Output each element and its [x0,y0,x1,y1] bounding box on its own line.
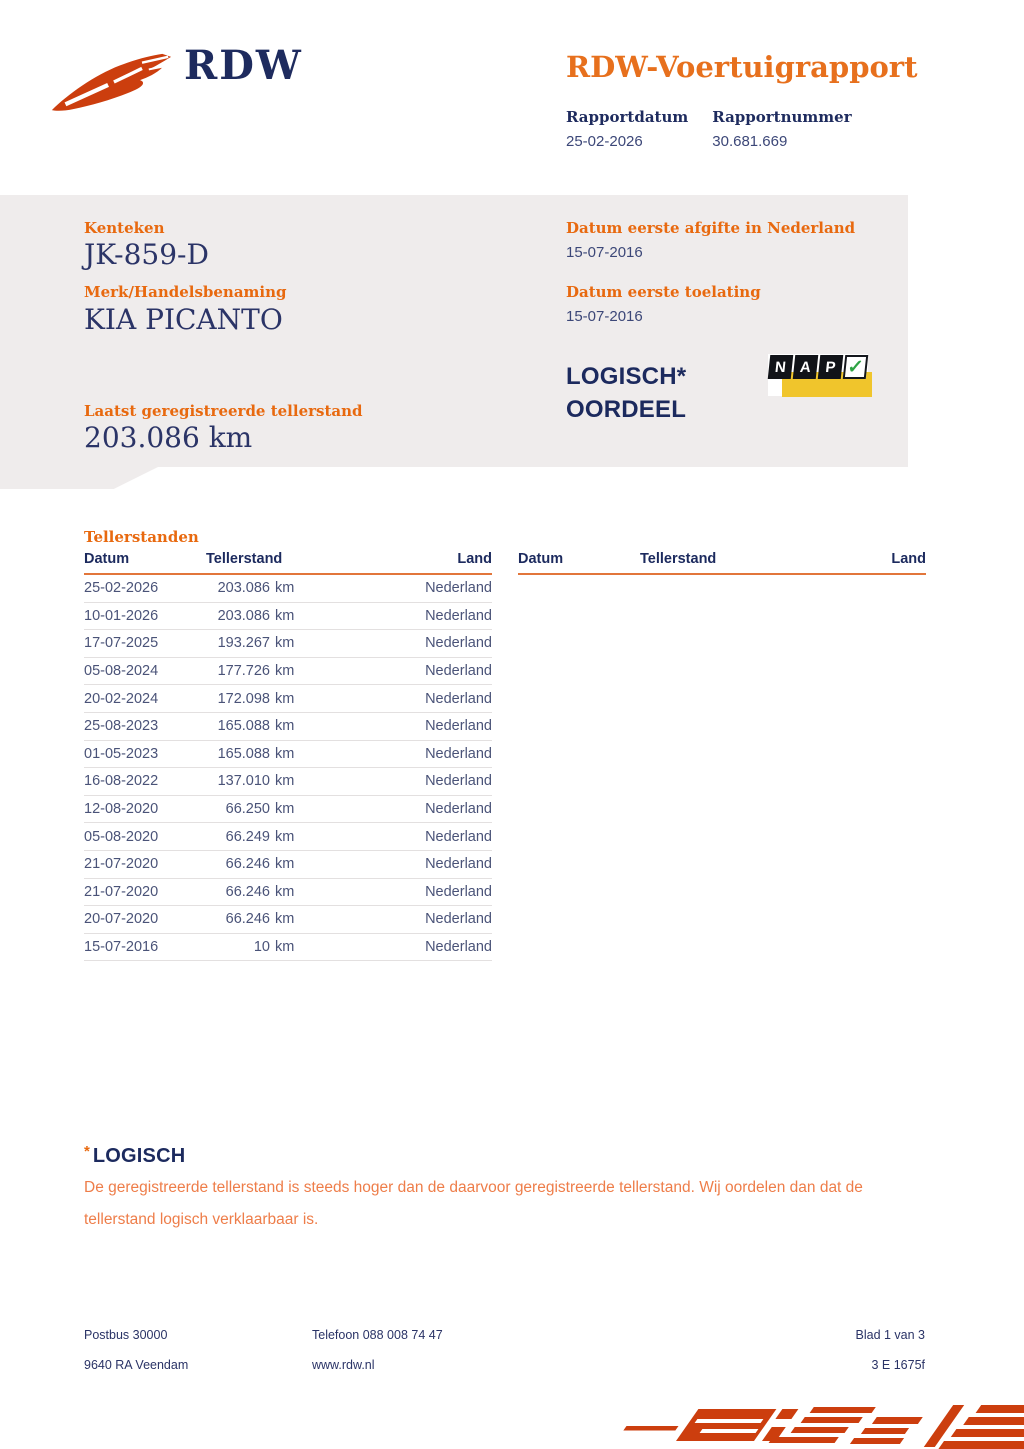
row-unit: km [275,773,295,790]
table-row [84,823,492,851]
row-unit: km [275,635,295,652]
row-value: 10 [253,939,270,956]
column-header-land: Land [891,551,926,567]
footer-address-line1: Postbus 30000 [84,1328,168,1342]
merk-value: KIA PICANTO [84,303,283,336]
row-unit: km [275,607,295,624]
table-row [84,630,492,658]
page-title: RDW-Voertuigrapport [566,50,918,84]
table-row [84,685,492,713]
row-value: 177.726 [217,663,270,680]
column-header-datum: Datum [518,551,564,567]
table-row [84,934,492,962]
row-date: 01-05-2023 [84,745,159,762]
table-header-row [518,551,926,575]
nap-letter-p: P [818,355,844,379]
nap-logo [768,354,874,398]
tellerstanden-section-title: Tellerstanden [84,528,199,546]
nap-letter-a: A [793,355,819,379]
oordeel-verdict [566,360,686,426]
nap-checkmark-icon: ✓ [843,355,869,379]
footnote-asterisk: * [84,1143,90,1160]
row-date: 21-07-2020 [84,856,159,873]
footer-doc-code: 3 E 1675f [871,1358,925,1372]
row-unit: km [275,828,295,845]
row-date: 16-08-2022 [84,773,159,790]
row-value: 193.267 [217,635,270,652]
row-date: 20-07-2020 [84,911,159,928]
row-land: Nederland [425,828,492,845]
row-value: 165.088 [217,745,270,762]
footer-address [84,1320,188,1380]
rdw-logo-icon [48,48,174,118]
rdw-logo-text: RDW [184,42,303,89]
oordeel-line1: LOGISCH* [566,363,687,390]
row-unit: km [275,856,295,873]
row-date: 17-07-2025 [84,635,159,652]
row-value: 172.098 [217,690,270,707]
table-row [84,879,492,907]
row-date: 05-08-2020 [84,828,159,845]
row-land: Nederland [425,911,492,928]
row-land: Nederland [425,718,492,735]
row-date: 05-08-2024 [84,663,159,680]
row-value: 66.249 [225,828,270,845]
table-row [84,768,492,796]
footnote-text: De geregistreerde tellerstand is steeds hoger dan de daarvoor geregistreerde tellerstand. Wij oordelen dan dat de tellerstand logisch verklaarbaar is. [84,1179,863,1228]
footer-pageinfo [724,1320,925,1380]
table-row [84,575,492,603]
row-value: 66.246 [225,883,270,900]
table-row [84,851,492,879]
row-unit: km [275,690,295,707]
column-header-tellerstand: Tellerstand [206,551,283,567]
row-unit: km [275,911,295,928]
oordeel-line2: OORDEEL [566,396,687,423]
row-land: Nederland [425,939,492,956]
row-date: 15-07-2016 [84,939,159,956]
row-unit: km [275,745,295,762]
table-row [84,906,492,934]
kenteken-value: JK-859-D [84,238,209,271]
report-number-value: 30.681.669 [712,133,788,150]
row-value: 66.246 [225,911,270,928]
table-row [84,713,492,741]
table-row [84,603,492,631]
kenteken-label: Kenteken [84,219,165,237]
row-value: 66.250 [225,801,270,818]
footnote-title-word: LOGISCH [92,1145,186,1167]
row-land: Nederland [425,607,492,624]
tellerstanden-table-left [84,551,492,961]
table-rows [84,575,492,961]
table-row [84,741,492,769]
table-row [84,796,492,824]
footer-address-line2: 9640 RA Veendam [84,1358,189,1372]
footer-website[interactable]: www.rdw.nl [312,1358,375,1372]
row-land: Nederland [425,856,492,873]
row-land: Nederland [425,635,492,652]
tellerstanden-table-right [518,551,926,961]
toelating-value: 15-07-2016 [566,308,643,325]
row-value: 203.086 [217,580,270,597]
column-header-land: Land [457,551,492,567]
row-value: 66.246 [225,856,270,873]
row-unit: km [275,939,295,956]
row-unit: km [275,718,295,735]
footer-contact [312,1320,443,1380]
tellerstand-label: Laatst geregistreerde tellerstand [84,402,363,420]
tellerstand-value: 203.086 km [84,421,253,454]
column-header-tellerstand: Tellerstand [640,551,717,567]
row-date: 21-07-2020 [84,883,159,900]
row-unit: km [275,580,295,597]
column-header-datum: Datum [84,551,130,567]
report-date-value: 25-02-2026 [566,133,643,150]
row-land: Nederland [425,580,492,597]
vehicle-summary-panel-tab [0,467,158,489]
nap-letter-n: N [768,355,794,379]
row-unit: km [275,801,295,818]
report-date-label: Rapportdatum [566,108,689,126]
footer-phone: Telefoon 088 008 74 47 [312,1328,443,1342]
table-row [84,658,492,686]
row-land: Nederland [425,745,492,762]
toelating-label: Datum eerste toelating [566,283,761,301]
row-date: 25-02-2026 [84,580,159,597]
row-unit: km [275,883,295,900]
row-land: Nederland [425,883,492,900]
row-value: 137.010 [217,773,270,790]
footnote-title [84,1143,185,1168]
report-meta [566,108,852,150]
afgifte-label: Datum eerste afgifte in Nederland [566,219,856,237]
footer-page-indicator: Blad 1 van 3 [855,1328,925,1342]
row-land: Nederland [425,663,492,680]
bottom-stripes-graphic [592,1401,1024,1449]
row-value: 203.086 [217,607,270,624]
nap-logo-tiles [768,355,869,379]
table-header-row [84,551,492,575]
row-date: 12-08-2020 [84,801,159,818]
row-unit: km [275,663,295,680]
tellerstanden-tables [84,551,926,961]
row-date: 25-08-2023 [84,718,159,735]
row-land: Nederland [425,801,492,818]
row-land: Nederland [425,690,492,707]
afgifte-value: 15-07-2016 [566,244,643,261]
row-date: 20-02-2024 [84,690,159,707]
row-date: 10-01-2026 [84,607,159,624]
merk-label: Merk/Handelsbenaming [84,283,287,301]
row-value: 165.088 [217,718,270,735]
report-number-label: Rapportnummer [712,108,852,126]
row-land: Nederland [425,773,492,790]
